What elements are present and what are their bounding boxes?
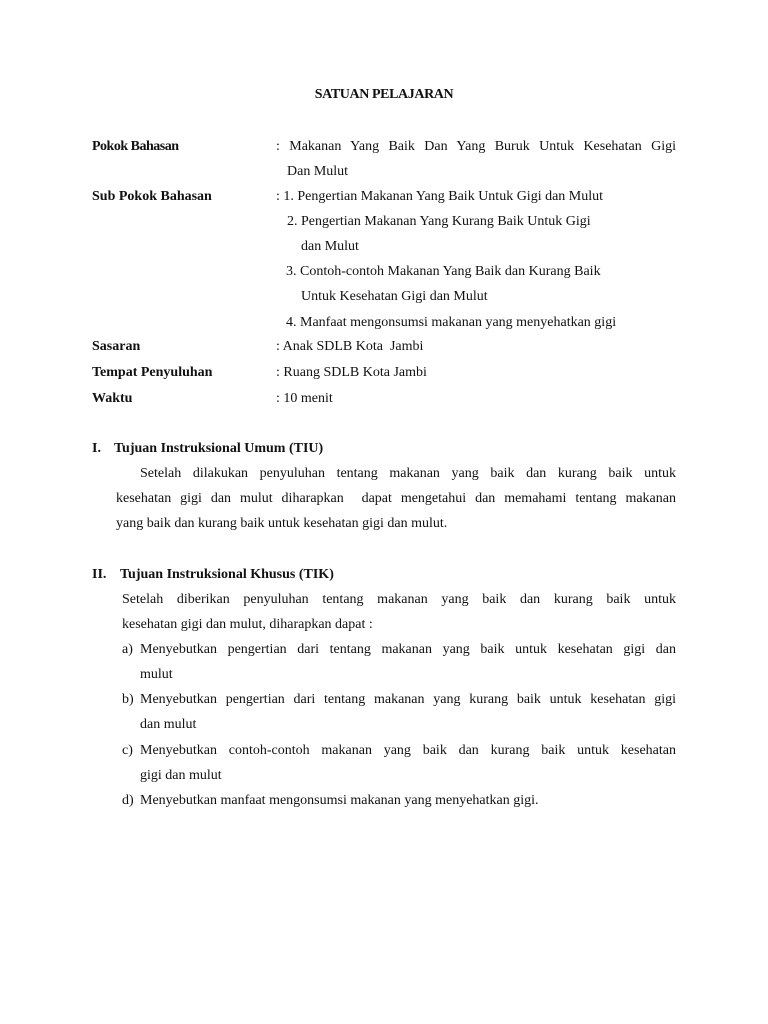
sub-pokok-bahasan-label: Sub Pokok Bahasan	[92, 189, 212, 204]
tik-item-marker: d)	[122, 793, 134, 808]
sub-pokok-item-continued: Untuk Kesehatan Gigi dan Mulut	[301, 289, 488, 304]
tik-item-marker: b)	[122, 692, 134, 707]
pokok-bahasan-label: Pokok Bahasan	[92, 139, 179, 154]
sasaran-row	[92, 337, 676, 357]
tik-heading-text: Tujuan Instruksional Khusus (TIK)	[120, 567, 334, 582]
sub-pokok-bahasan-row	[92, 187, 676, 207]
sub-pokok-item: : 1. Pengertian Makanan Yang Baik Untuk Gigi dan Mulut	[276, 189, 604, 204]
tiu-heading	[92, 439, 323, 459]
tik-intro-line: Setelah diberikan penyuluhan tentang makanan yang baik dan kurang baik untuk	[122, 592, 676, 607]
pokok-bahasan-value: : Makanan Yang Baik Dan Yang Buruk Untuk Kesehatan Gigi	[276, 139, 676, 154]
tiu-paragraph-line: Setelah dilakukan penyuluhan tentang makanan yang baik dan kurang baik untuk	[140, 466, 676, 481]
sasaran-value: : Anak SDLB Kota Jambi	[276, 339, 424, 354]
tik-heading	[92, 565, 334, 585]
tik-item-text-continued: dan mulut	[140, 717, 197, 732]
tiu-heading-text: Tujuan Instruksional Umum (TIU)	[114, 441, 324, 456]
sub-pokok-item: 3. Contoh-contoh Makanan Yang Baik dan Kurang Baik	[286, 264, 601, 279]
tiu-number: I.	[92, 441, 101, 456]
tik-item-text-continued: mulut	[140, 667, 173, 682]
tik-item-text: Menyebutkan manfaat mengonsumsi makanan yang menyehatkan gigi.	[140, 793, 539, 808]
tik-item-marker: c)	[122, 743, 133, 758]
sub-pokok-item-continued: dan Mulut	[301, 239, 359, 254]
tempat-penyuluhan-value: : Ruang SDLB Kota Jambi	[276, 365, 427, 380]
tik-intro-line: kesehatan gigi dan mulut, diharapkan dapat :	[122, 617, 373, 632]
tik-item-marker: a)	[122, 642, 133, 657]
waktu-row	[92, 389, 676, 409]
tik-item-text: Menyebutkan contoh-contoh makanan yang baik dan kurang baik untuk kesehatan	[140, 743, 676, 758]
pokok-bahasan-value-continued: Dan Mulut	[287, 164, 349, 179]
tempat-penyuluhan-label: Tempat Penyuluhan	[92, 365, 213, 380]
tik-item-text: Menyebutkan pengertian dari tentang makanan yang baik untuk kesehatan gigi dan	[140, 642, 676, 657]
tik-item-text: Menyebutkan pengertian dari tentang makanan yang kurang baik untuk kesehatan gigi	[140, 692, 676, 707]
tempat-penyuluhan-row	[92, 363, 676, 383]
waktu-value: : 10 menit	[276, 391, 333, 406]
document-title: SATUAN PELAJARAN	[314, 87, 454, 102]
tik-item-text-continued: gigi dan mulut	[140, 768, 222, 783]
sasaran-label: Sasaran	[92, 339, 141, 354]
tik-number: II.	[92, 567, 107, 582]
sub-pokok-item: 4. Manfaat mengonsumsi makanan yang menyehatkan gigi	[286, 315, 617, 330]
waktu-label: Waktu	[92, 391, 133, 406]
sub-pokok-item: 2. Pengertian Makanan Yang Kurang Baik Untuk Gigi	[287, 214, 591, 229]
tiu-paragraph-line: kesehatan gigi dan mulut diharapkan dapat mengetahui dan memahami tentang makanan	[116, 491, 676, 506]
tiu-paragraph-line: yang baik dan kurang baik untuk kesehatan gigi dan mulut.	[116, 516, 448, 531]
pokok-bahasan-row	[92, 137, 676, 157]
